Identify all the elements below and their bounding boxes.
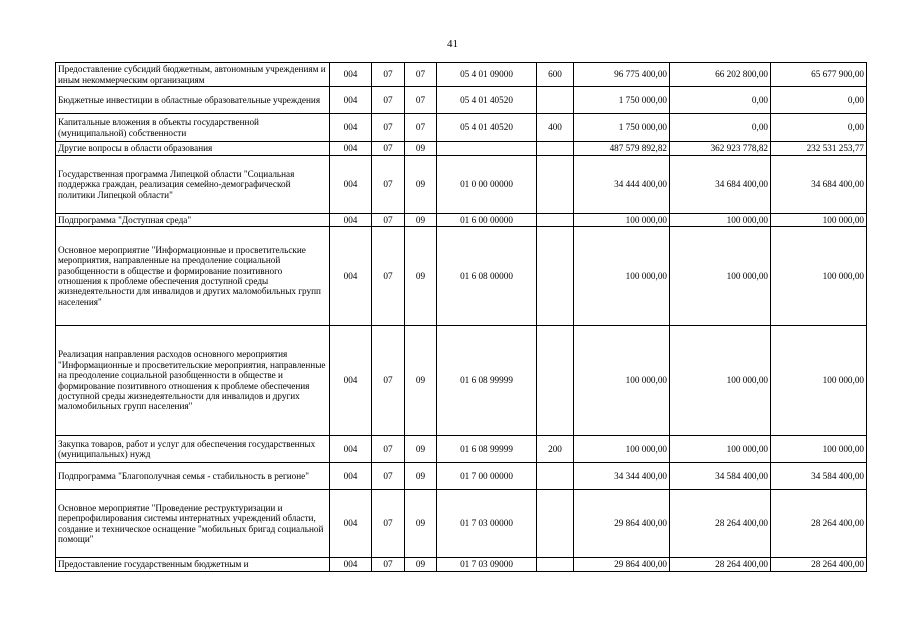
target-article-code: 01 6 08 99999 (437, 436, 537, 463)
row-name: Государственная программа Липецкой области "Социальная поддержка граждан, реализация семейно-демографической политики Липецкой области" (56, 156, 330, 214)
amount-year-2: 34 584 400,00 (670, 463, 771, 490)
admin-code: 004 (330, 558, 372, 572)
target-article-code: 01 6 08 00000 (437, 227, 537, 326)
table-row (56, 87, 867, 114)
table-row (56, 558, 867, 572)
target-article-code: 05 4 01 40520 (437, 114, 537, 142)
target-article-code: 01 0 00 00000 (437, 156, 537, 214)
admin-code: 004 (330, 214, 372, 227)
section-code: 07 (372, 558, 405, 572)
amount-year-3: 28 264 400,00 (771, 490, 867, 558)
amount-year-3: 100 000,00 (771, 227, 867, 326)
amount-year-3: 232 531 253,77 (771, 142, 867, 156)
amount-year-2: 0,00 (670, 114, 771, 142)
target-article-code: 05 4 01 09000 (437, 63, 537, 87)
amount-year-2: 28 264 400,00 (670, 490, 771, 558)
expense-type-code (537, 463, 574, 490)
row-name: Другие вопросы в области образования (56, 142, 330, 156)
subsection-code: 09 (405, 156, 437, 214)
table-row (56, 63, 867, 87)
section-code: 07 (372, 214, 405, 227)
amount-year-1: 34 344 400,00 (574, 463, 670, 490)
section-code: 07 (372, 63, 405, 87)
admin-code: 004 (330, 436, 372, 463)
budget-table (55, 62, 867, 572)
admin-code: 004 (330, 227, 372, 326)
subsection-code: 09 (405, 436, 437, 463)
amount-year-3: 100 000,00 (771, 436, 867, 463)
amount-year-1: 34 444 400,00 (574, 156, 670, 214)
subsection-code: 09 (405, 490, 437, 558)
section-code: 07 (372, 227, 405, 326)
amount-year-2: 100 000,00 (670, 214, 771, 227)
expense-type-code: 400 (537, 114, 574, 142)
table-row (56, 142, 867, 156)
amount-year-1: 100 000,00 (574, 326, 670, 436)
table-row (56, 326, 867, 436)
target-article-code: 01 6 00 00000 (437, 214, 537, 227)
admin-code: 004 (330, 142, 372, 156)
amount-year-3: 0,00 (771, 114, 867, 142)
row-name: Основное мероприятие "Информационные и просветительские мероприятия, направленные на преодоление социальной разобщенности в обществе и формирование позитивного отношения к проблеме обеспечения доступной среды жизнедеятельности для инвалидов и других маломобильных групп населения" (56, 227, 330, 326)
row-name: Капитальные вложения в объекты государственной (муниципальной) собственности (56, 114, 330, 142)
table-row (56, 156, 867, 214)
subsection-code: 09 (405, 558, 437, 572)
table-row (56, 227, 867, 326)
amount-year-3: 65 677 900,00 (771, 63, 867, 87)
amount-year-2: 100 000,00 (670, 326, 771, 436)
admin-code: 004 (330, 156, 372, 214)
admin-code: 004 (330, 490, 372, 558)
amount-year-1: 29 864 400,00 (574, 490, 670, 558)
amount-year-2: 100 000,00 (670, 227, 771, 326)
expense-type-code (537, 558, 574, 572)
expense-type-code (537, 87, 574, 114)
amount-year-3: 100 000,00 (771, 326, 867, 436)
section-code: 07 (372, 490, 405, 558)
expense-type-code (537, 156, 574, 214)
amount-year-1: 100 000,00 (574, 227, 670, 326)
table-row (56, 436, 867, 463)
subsection-code: 09 (405, 326, 437, 436)
amount-year-2: 66 202 800,00 (670, 63, 771, 87)
target-article-code: 01 6 08 99999 (437, 326, 537, 436)
amount-year-3: 28 264 400,00 (771, 558, 867, 572)
expense-type-code (537, 142, 574, 156)
section-code: 07 (372, 436, 405, 463)
expense-type-code (537, 326, 574, 436)
target-article-code: 01 7 00 00000 (437, 463, 537, 490)
amount-year-3: 100 000,00 (771, 214, 867, 227)
target-article-code (437, 142, 537, 156)
expense-type-code (537, 490, 574, 558)
admin-code: 004 (330, 463, 372, 490)
amount-year-2: 28 264 400,00 (670, 558, 771, 572)
target-article-code: 01 7 03 00000 (437, 490, 537, 558)
subsection-code: 09 (405, 214, 437, 227)
table-row (56, 463, 867, 490)
expense-type-code (537, 227, 574, 326)
section-code: 07 (372, 114, 405, 142)
amount-year-3: 0,00 (771, 87, 867, 114)
row-name: Реализация направления расходов основного мероприятия "Информационные и просветительские мероприятия, направленные на преодоление социальной разобщенности в обществе и формирование позитивного отношения к проблеме обеспечения доступной среды жизнедеятельности для инвалидов и других маломобильных групп населения" (56, 326, 330, 436)
section-code: 07 (372, 326, 405, 436)
row-name: Бюджетные инвестиции в областные образовательные учреждения (56, 87, 330, 114)
subsection-code: 09 (405, 227, 437, 326)
admin-code: 004 (330, 87, 372, 114)
row-name: Предоставление субсидий бюджетным, автономным учреждениям и иным некоммерческим организациям (56, 63, 330, 87)
table-row (56, 214, 867, 227)
subsection-code: 09 (405, 142, 437, 156)
expense-type-code: 200 (537, 436, 574, 463)
page-number: 41 (447, 38, 458, 50)
amount-year-1: 29 864 400,00 (574, 558, 670, 572)
row-name: Закупка товаров, работ и услуг для обеспечения государственных (муниципальных) нужд (56, 436, 330, 463)
amount-year-1: 1 750 000,00 (574, 114, 670, 142)
amount-year-1: 487 579 892,82 (574, 142, 670, 156)
admin-code: 004 (330, 326, 372, 436)
amount-year-1: 100 000,00 (574, 214, 670, 227)
amount-year-1: 96 775 400,00 (574, 63, 670, 87)
amount-year-2: 0,00 (670, 87, 771, 114)
expense-type-code: 600 (537, 63, 574, 87)
subsection-code: 07 (405, 87, 437, 114)
subsection-code: 07 (405, 114, 437, 142)
admin-code: 004 (330, 114, 372, 142)
table-row (56, 114, 867, 142)
expense-type-code (537, 214, 574, 227)
amount-year-2: 362 923 778,82 (670, 142, 771, 156)
amount-year-2: 34 684 400,00 (670, 156, 771, 214)
subsection-code: 09 (405, 463, 437, 490)
row-name: Основное мероприятие "Проведение реструктуризации и перепрофилирования системы интернатных учреждений области, создание и техническое оснащение "мобильных бригад социальной помощи" (56, 490, 330, 558)
target-article-code: 05 4 01 40520 (437, 87, 537, 114)
amount-year-1: 1 750 000,00 (574, 87, 670, 114)
row-name: Предоставление государственным бюджетным и (56, 558, 330, 572)
section-code: 07 (372, 156, 405, 214)
row-name: Подпрограмма "Благополучная семья - стабильность в регионе" (56, 463, 330, 490)
target-article-code: 01 7 03 09000 (437, 558, 537, 572)
amount-year-1: 100 000,00 (574, 436, 670, 463)
row-name: Подпрограмма "Доступная среда" (56, 214, 330, 227)
section-code: 07 (372, 463, 405, 490)
amount-year-3: 34 684 400,00 (771, 156, 867, 214)
section-code: 07 (372, 87, 405, 114)
amount-year-2: 100 000,00 (670, 436, 771, 463)
admin-code: 004 (330, 63, 372, 87)
section-code: 07 (372, 142, 405, 156)
table-row (56, 490, 867, 558)
subsection-code: 07 (405, 63, 437, 87)
amount-year-3: 34 584 400,00 (771, 463, 867, 490)
